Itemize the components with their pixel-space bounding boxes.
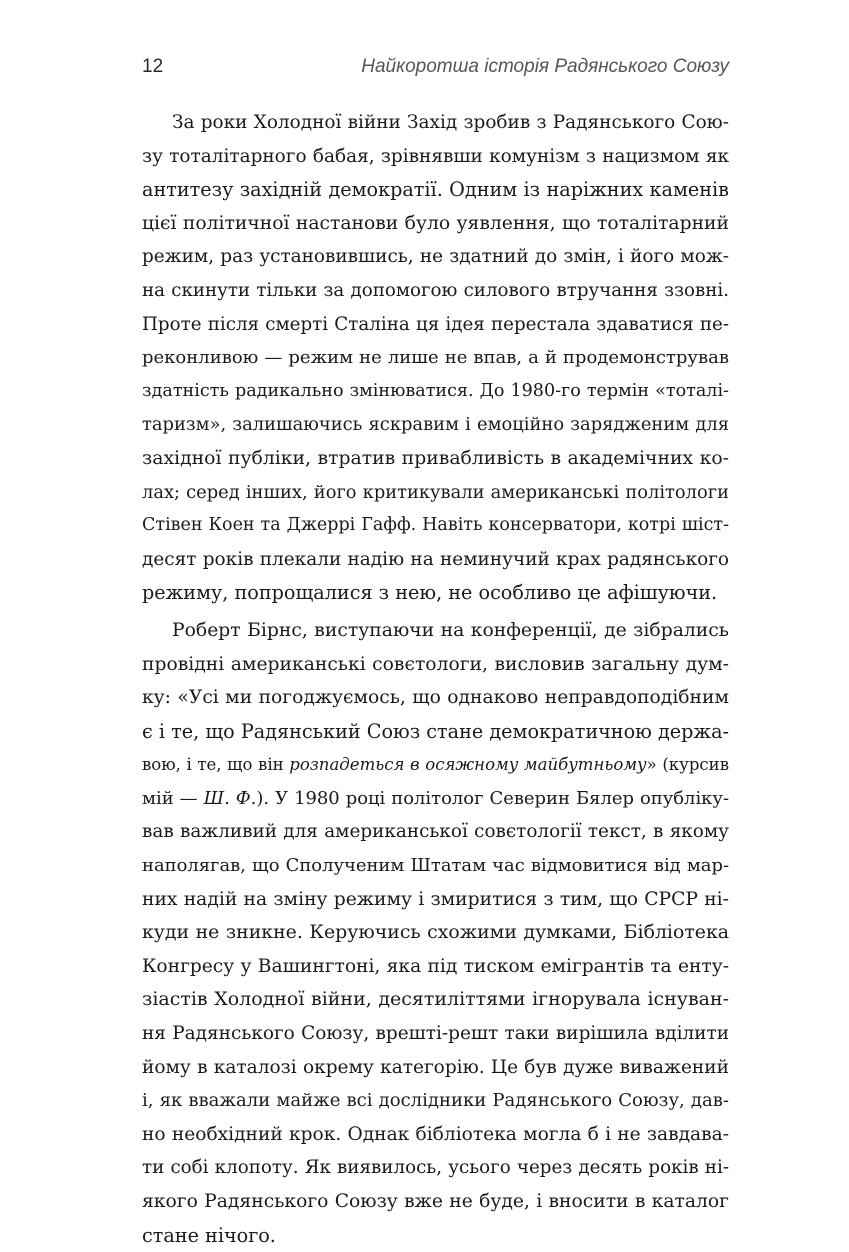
page-number: 12 bbox=[142, 56, 164, 77]
text-line: є і те, що Радянський Союз стане демократичною держа- bbox=[142, 719, 729, 743]
text-line: Стівен Коен та Джеррі Гафф. Навіть консерватори, котрі шіст- bbox=[142, 515, 729, 536]
text-line: режим, раз установившись, не здатний до змін, і його мож- bbox=[142, 246, 729, 268]
text-segment: мій — bbox=[142, 787, 204, 809]
paragraph-1 bbox=[142, 106, 729, 610]
italic-quote: розпадеться в осяжному майбутньому bbox=[289, 755, 647, 775]
text-line: якого Радянського Союзу вже не буде, і вносити в каталог bbox=[142, 1191, 729, 1212]
text-line: ку: «Усі ми погоджуємось, що однаково неправдоподібним bbox=[142, 687, 729, 709]
text-line: зу тоталітарного бабая, зрівнявши комунізм з нацизмом як bbox=[142, 145, 729, 167]
text-line: лах; серед інших, його критикували американські політологи bbox=[142, 481, 729, 503]
text-line-with-italic bbox=[142, 782, 729, 816]
text-line: провідні американські совєтологи, висловив загальну дум- bbox=[142, 653, 729, 675]
italic-initials: Ш. Ф. bbox=[203, 787, 257, 809]
text-line: цієї політичної настанови було уявлення, що тоталітарний bbox=[142, 212, 729, 234]
text-line: куди не зникне. Керуючись схожими думками, Бібліотека bbox=[142, 921, 729, 944]
body-text bbox=[142, 106, 729, 1252]
text-line: здатність радикально змінюватися. До 1980-го термін «тоталі- bbox=[142, 380, 729, 401]
text-segment: ). У 1980 році політолог Северин Бялер опубліку- bbox=[256, 787, 730, 809]
text-line: Проте після смерті Сталіна ця ідея перестала здаватися пе- bbox=[142, 313, 729, 335]
text-line: на скинути тільки за допомогою силового втручання ззовні. bbox=[142, 279, 729, 301]
book-title: Найкоротша історія Радянського Союзу bbox=[361, 56, 729, 77]
text-line: йому в каталозі окрему категорію. Це був дуже виважений bbox=[142, 1056, 729, 1078]
text-line: ня Радянського Союзу, врешті-решт таки вирішила вділити bbox=[142, 1023, 729, 1045]
paragraph-2 bbox=[142, 614, 729, 1252]
text-line: зіастів Холодної війни, десятиліттями ігнорувала існуван- bbox=[142, 988, 729, 1011]
text-line: реконливою — режим не лише не впав, а й продемонстрував bbox=[142, 347, 729, 369]
text-line: За роки Холодної війни Захід зробив з Радянського Сою- bbox=[172, 112, 729, 133]
text-line: десят років плекали надію на неминучий крах радянського bbox=[142, 548, 729, 570]
text-line: таризм», залишаючись яскравим і емоційно зарядженим для bbox=[142, 414, 729, 436]
text-line-with-italic bbox=[142, 748, 729, 782]
text-line: вав важливий для американської совєтології текст, в якому bbox=[142, 821, 729, 843]
text-line: режиму, попрощалися з нею, не особливо це афішуючи. bbox=[142, 581, 718, 605]
text-line: наполягав, що Сполученим Штатам час відмовитися від мар- bbox=[142, 855, 729, 877]
text-segment: вою, і те, що він bbox=[142, 755, 290, 775]
text-line: стане нічого. bbox=[142, 1223, 276, 1247]
text-line: західної публіки, втратив привабливість в академічних ко- bbox=[142, 447, 729, 469]
text-line: них надій на зміну режиму і змиритися з тим, що СРСР ні- bbox=[142, 888, 729, 910]
text-line: Роберт Бірнс, виступаючи на конференції, де зібрались bbox=[172, 619, 729, 641]
text-line: Конгресу у Вашингтоні, яка під тиском емігрантів та енту- bbox=[142, 955, 729, 977]
text-line: но необхідний крок. Однак бібліотека могла б і не завдава- bbox=[142, 1123, 729, 1145]
text-line: і, як вважали майже всі дослідники Радянського Союзу, дав- bbox=[142, 1090, 729, 1112]
text-line: ти собі клопоту. Як виявилось, усього через десять років ні- bbox=[142, 1157, 729, 1179]
text-line: антитезу західній демократії. Одним із наріжних каменів bbox=[142, 178, 729, 202]
running-header bbox=[142, 56, 729, 86]
text-segment: » (курсив bbox=[646, 755, 729, 775]
